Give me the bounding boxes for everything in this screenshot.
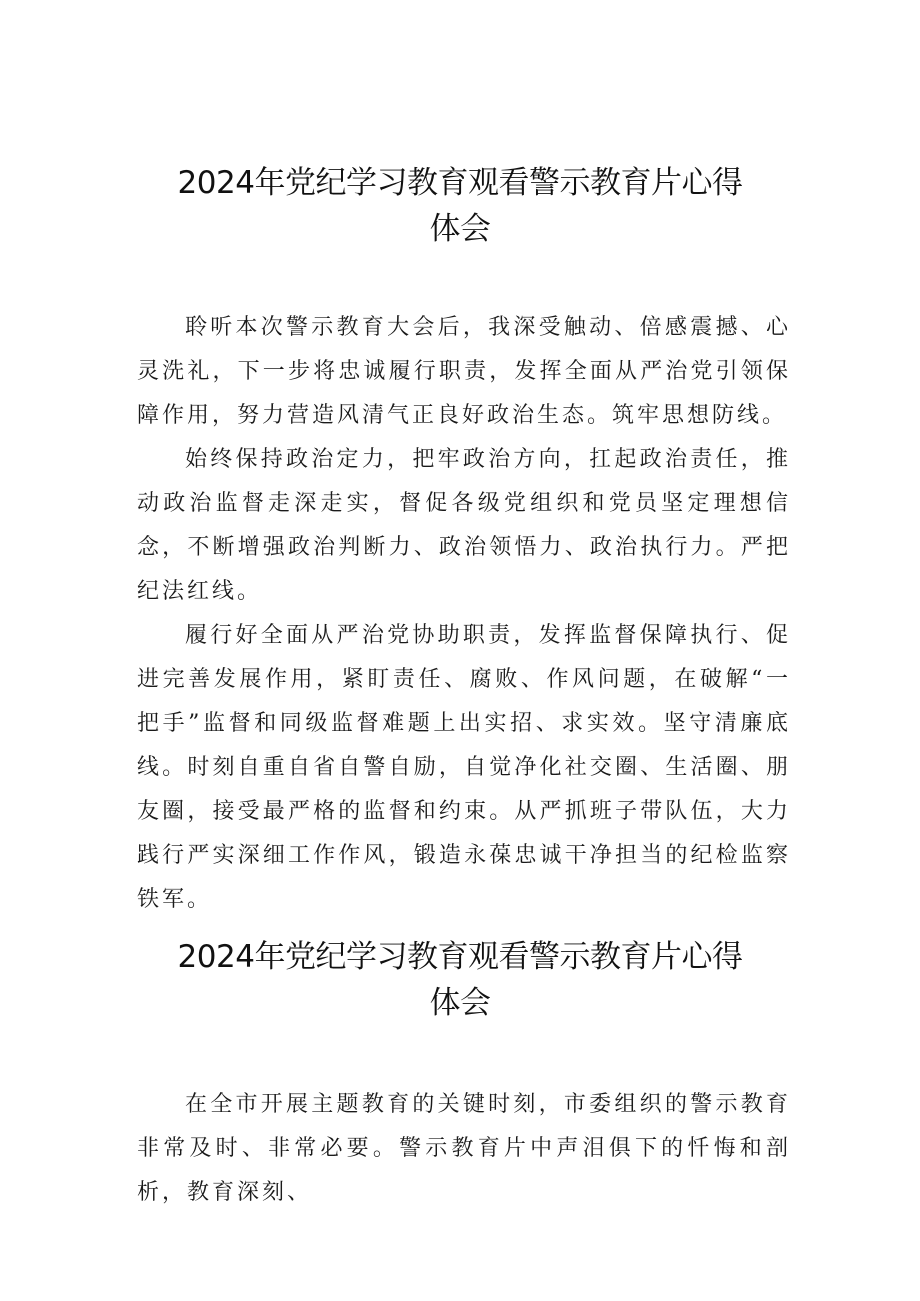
article1-title-line1: 2024年党纪学习教育观看警示教育片心得 <box>177 165 743 201</box>
article2-body <box>137 1083 791 1215</box>
article1-body <box>137 306 791 922</box>
article1-title-line2: 体会 <box>429 211 491 247</box>
article1-paragraph-1: 聆听本次警示教育大会后，我深受触动、倍感震撼、心灵洗礼，下一步将忠诚履行职责，发挥全面从严治党引领保障作用，努力营造风清气正良好政治生态。筑牢思想防线。 <box>137 315 791 428</box>
article2-title-line1: 2024年党纪学习教育观看警示教育片心得 <box>177 939 743 975</box>
article1-title <box>130 160 790 252</box>
article1-paragraph-2: 始终保持政治定力，把牢政治方向，扛起政治责任，推动政治监督走深走实，督促各级党组织和党员坚定理想信念，不断增强政治判断力、政治领悟力、政治执行力。严把纪法红线。 <box>137 447 791 604</box>
article2-paragraph-1: 在全市开展主题教育的关键时刻，市委组织的警示教育非常及时、非常必要。警示教育片中声泪俱下的忏悔和剖析，教育深刻、 <box>137 1092 791 1205</box>
article1-paragraph-3: 履行好全面从严治党协助职责，发挥监督保障执行、促进完善发展作用，紧盯责任、腐败、作风问题，在破解“一把手”监督和同级监督难题上出实招、求实效。坚守清廉底线。时刻自重自省自警自励，自觉净化社交圈、生活圈、朋友圈，接受最严格的监督和约束。从严抓班子带队伍，大力践行严实深细工作作风，锻造永葆忠诚干净担当的纪检监察铁军。 <box>137 623 791 912</box>
article2-title-line2: 体会 <box>429 985 491 1021</box>
article2-title <box>130 934 790 1026</box>
